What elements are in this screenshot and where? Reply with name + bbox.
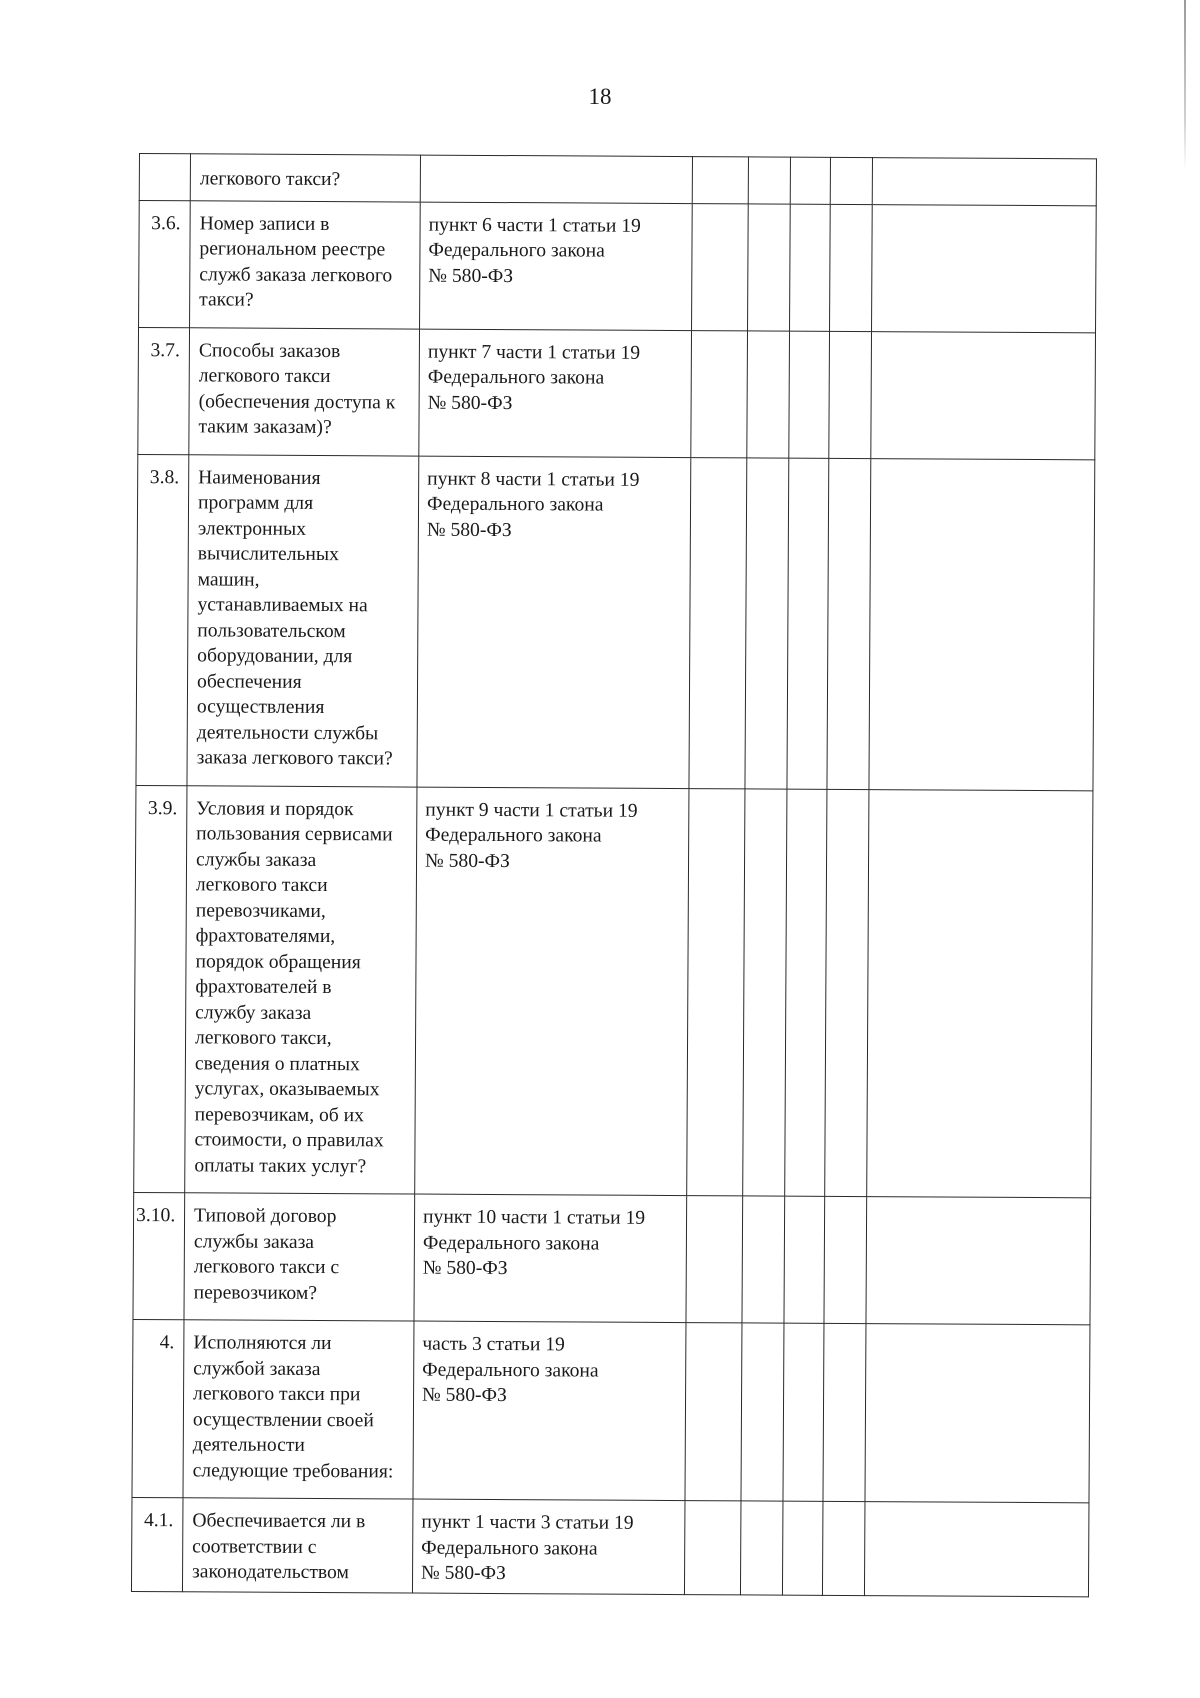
item-number: 3.8.	[136, 454, 189, 785]
item-number: 3.7.	[138, 327, 190, 454]
answer-extra-cell	[830, 204, 873, 331]
table-row	[131, 1497, 1089, 1596]
table-row	[136, 454, 1095, 790]
notes-cell	[866, 1197, 1091, 1325]
answer-na-cell	[790, 157, 830, 204]
legal-basis-cell: пункт 7 части 1 статьи 19 Федерального закона № 580-ФЗ	[419, 329, 692, 458]
question-cell: Обеспечивается ли в соответствии с законодательством	[182, 1498, 413, 1593]
table-row	[134, 785, 1093, 1198]
answer-yes-cell	[684, 1501, 741, 1595]
legal-basis-cell: пункт 1 части 3 статьи 19 Федерального закона № 580-ФЗ	[412, 1499, 685, 1594]
answer-yes-cell	[685, 1323, 742, 1501]
notes-cell	[872, 158, 1096, 206]
question-cell: Наименования программ для электронных вычислительных машин, устанавливаемых на пользовательском оборудовании, для обеспечения осуществления деятельности службы заказа легкового такси?	[187, 454, 419, 786]
item-number: 3.9.	[134, 785, 187, 1193]
table-row	[139, 154, 1096, 206]
question-cell: Типовой договор службы заказа легкового такси с перевозчиком?	[184, 1193, 415, 1321]
answer-na-cell	[782, 1501, 823, 1595]
legal-basis-cell: часть 3 статьи 19 Федерального закона № 580-ФЗ	[413, 1321, 686, 1501]
answer-na-cell	[787, 458, 829, 789]
answer-yes-cell	[689, 457, 747, 788]
answer-no-cell	[747, 330, 790, 457]
answer-yes-cell	[691, 330, 748, 457]
notes-cell	[864, 1502, 1089, 1597]
legal-basis-cell: пункт 8 части 1 статьи 19 Федерального закона № 580-ФЗ	[417, 456, 691, 789]
notes-cell	[869, 458, 1095, 790]
legal-basis-cell: пункт 10 части 1 статьи 19 Федерального закона № 580-ФЗ	[414, 1194, 687, 1323]
question-cell: Номер записи в региональном реестре служб заказа легкового такси?	[190, 200, 421, 328]
item-number: 4.1.	[131, 1497, 183, 1591]
answer-na-cell	[785, 789, 827, 1197]
item-number: 3.6.	[139, 200, 191, 327]
answer-yes-cell	[692, 157, 748, 204]
table-row	[139, 200, 1097, 332]
table-row	[132, 1319, 1090, 1502]
answer-extra-cell	[823, 1323, 866, 1501]
answer-no-cell	[741, 1323, 784, 1501]
table-row	[133, 1192, 1091, 1324]
question-cell: легкового такси?	[190, 154, 420, 202]
notes-cell	[872, 204, 1097, 332]
table-row	[138, 327, 1096, 459]
answer-no-cell	[748, 157, 790, 204]
item-number: 4.	[132, 1319, 184, 1497]
notes-cell	[871, 331, 1096, 459]
answer-no-cell	[743, 788, 787, 1196]
answer-extra-cell	[822, 1501, 865, 1595]
answer-extra-cell	[829, 331, 872, 458]
question-cell: Условия и порядок пользования сервисами службы заказа легкового такси перевозчиками, фрахтователями, порядок обращения фрахтователей в службу заказа легкового такси, сведения о платных услугах, оказываемых перевозчикам, об их стоимости, о правилах оплаты таких услуг?	[185, 785, 417, 1194]
answer-no-cell	[742, 1196, 785, 1323]
answer-na-cell	[790, 204, 831, 331]
legal-basis-cell: пункт 9 части 1 статьи 19 Федерального закона № 580-ФЗ	[415, 787, 689, 1196]
answer-no-cell	[748, 203, 791, 330]
question-cell: Способы заказов легкового такси (обеспечения доступа к таким заказам)?	[189, 327, 420, 455]
answer-extra-cell	[824, 1196, 867, 1323]
answer-na-cell	[789, 331, 830, 458]
answer-yes-cell	[687, 788, 745, 1196]
item-number: 3.10.	[133, 1192, 185, 1319]
notes-cell	[867, 789, 1093, 1198]
page-number: 18	[588, 84, 612, 109]
answer-na-cell	[783, 1323, 824, 1501]
item-number	[139, 154, 190, 201]
legal-basis-cell: пункт 6 части 1 статьи 19 Федерального закона № 580-ФЗ	[420, 202, 693, 331]
answer-extra-cell	[827, 458, 871, 789]
answer-extra-cell	[825, 789, 869, 1197]
answer-na-cell	[784, 1196, 825, 1323]
answer-yes-cell	[692, 203, 749, 330]
answer-extra-cell	[830, 157, 872, 204]
checklist-table	[131, 153, 1097, 1597]
answer-yes-cell	[686, 1196, 743, 1323]
question-cell: Исполняются ли службой заказа легкового такси при осуществлении своей деятельности следующие требования:	[183, 1320, 414, 1499]
answer-no-cell	[745, 457, 789, 788]
legal-basis-cell	[420, 155, 692, 203]
answer-no-cell	[740, 1501, 783, 1595]
notes-cell	[865, 1324, 1090, 1503]
